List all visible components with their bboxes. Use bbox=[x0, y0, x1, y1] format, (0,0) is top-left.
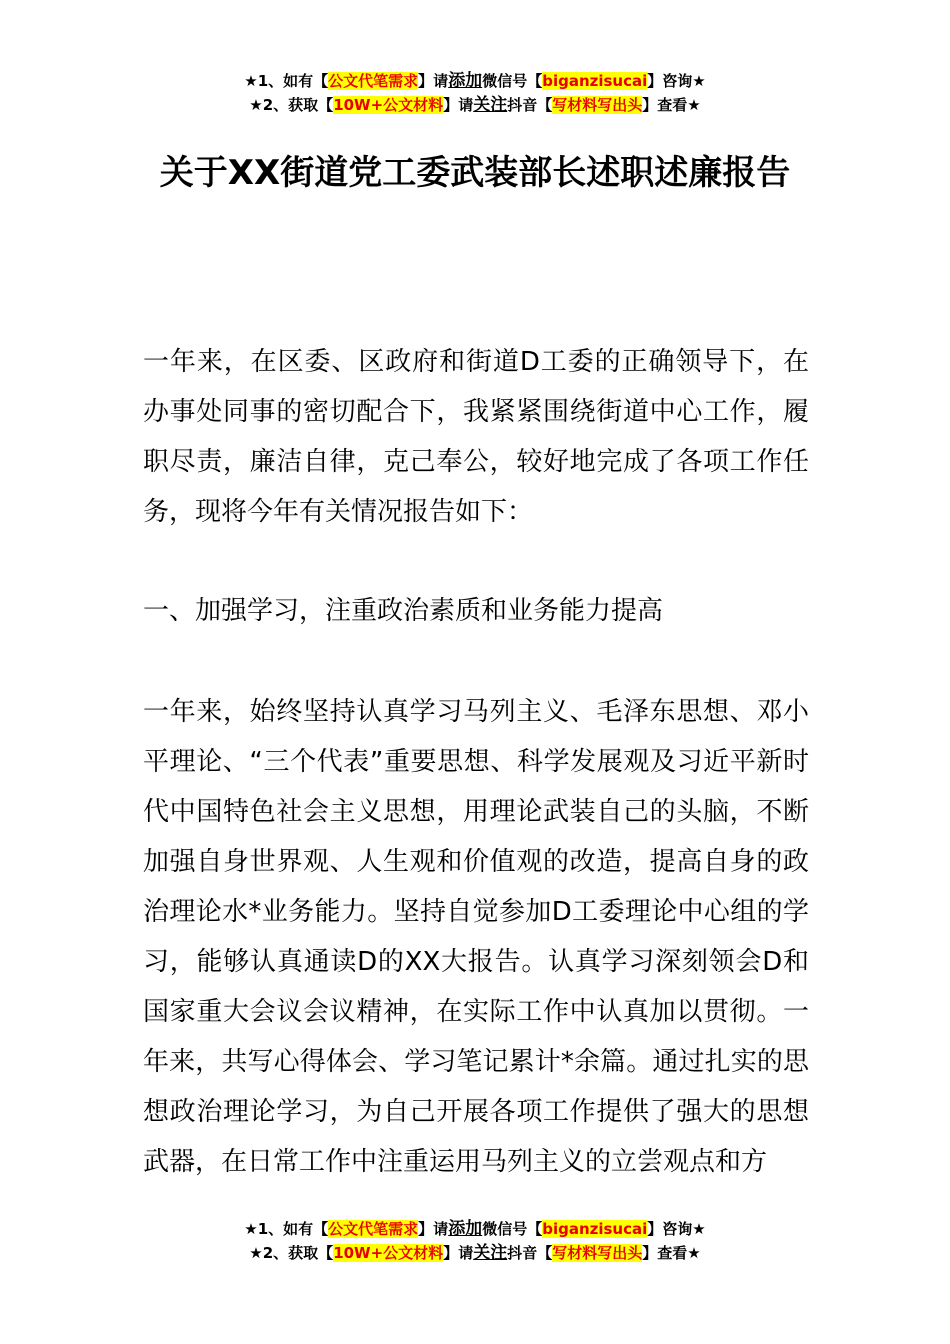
promo-line-2 bbox=[0, 93, 950, 117]
footer-add-emphasis: 添加 bbox=[448, 1219, 483, 1239]
promo-line-1-mid2: 微信号【 bbox=[482, 72, 543, 90]
footer-douyin-id: 写材料写出头 bbox=[552, 1244, 643, 1262]
footer-line-2-mid2: 抖音【 bbox=[507, 1244, 553, 1262]
promo-line-1-mid: 】请 bbox=[418, 72, 449, 90]
section-1-heading: 一、加强学习，注重政治素质和业务能力提高 bbox=[143, 596, 664, 626]
promo-add-emphasis: 添加 bbox=[448, 71, 483, 91]
promo-service-highlight: 公文代笔需求 bbox=[328, 72, 419, 90]
footer-promo-line-1 bbox=[0, 1217, 950, 1241]
footer-line-1-mid: 】请 bbox=[418, 1220, 449, 1238]
header-promo-banner bbox=[0, 69, 950, 117]
promo-line-2-prefix: ★2、获取【 bbox=[249, 96, 334, 114]
footer-follow-emphasis: 关注 bbox=[473, 1243, 508, 1263]
promo-line-1 bbox=[0, 69, 950, 93]
intro-paragraph: 一年来，在区委、区政府和街道D工委的正确领导下，在办事处同事的密切配合下，我紧紧围绕街道中心工作，履职尽责，廉洁自律，克己奉公，较好地完成了各项工作任务，现将今年有关情况报告如下： bbox=[143, 347, 809, 527]
footer-line-1-mid2: 微信号【 bbox=[482, 1220, 543, 1238]
section-1-body: 一年来，始终坚持认真学习马列主义、毛泽东思想、邓小平理论、“三个代表”重要思想、科学发展观及习近平新时代中国特色社会主义思想，用理论武装自己的头脑，不断加强自身世界观、人生观和价值观的改造，提高自身的政治理论水*业务能力。坚持自觉参加D工委理论中心组的学习，能够认真通读D的XX大报告。认真学习深刻领会D和国家重大会议会议精神，在实际工作中认真加以贯彻。一年来，共写心得体会、学习笔记累计*余篇。通过扎实的思想政治理论学习，为自己开展各项工作提供了强大的思想武器，在日常工作中注重运用马列主义的立尝观点和方 bbox=[143, 697, 809, 1177]
footer-line-1-suffix: 】咨询★ bbox=[647, 1220, 706, 1238]
promo-douyin-id: 写材料写出头 bbox=[552, 96, 643, 114]
promo-line-1-prefix: ★1、如有【 bbox=[244, 72, 329, 90]
footer-line-2-prefix: ★2、获取【 bbox=[249, 1244, 334, 1262]
footer-materials-highlight: 10W+公文材料 bbox=[333, 1244, 444, 1262]
promo-materials-highlight: 10W+公文材料 bbox=[333, 96, 444, 114]
promo-line-2-suffix: 】查看★ bbox=[642, 96, 701, 114]
promo-follow-emphasis: 关注 bbox=[473, 95, 508, 115]
promo-wechat-id: biganzisucai bbox=[542, 72, 648, 90]
footer-line-1-prefix: ★1、如有【 bbox=[244, 1220, 329, 1238]
promo-line-2-mid2: 抖音【 bbox=[507, 96, 553, 114]
promo-line-2-mid: 】请 bbox=[443, 96, 474, 114]
document-title: 关于XX街道党工委武装部长述职述廉报告 bbox=[159, 153, 791, 193]
footer-line-2-suffix: 】查看★ bbox=[642, 1244, 701, 1262]
footer-line-2-mid: 】请 bbox=[443, 1244, 474, 1262]
promo-line-1-suffix: 】咨询★ bbox=[647, 72, 706, 90]
footer-promo-line-2 bbox=[0, 1241, 950, 1265]
footer-service-highlight: 公文代笔需求 bbox=[328, 1220, 419, 1238]
footer-promo-banner bbox=[0, 1217, 950, 1265]
footer-wechat-id: biganzisucai bbox=[542, 1220, 648, 1238]
